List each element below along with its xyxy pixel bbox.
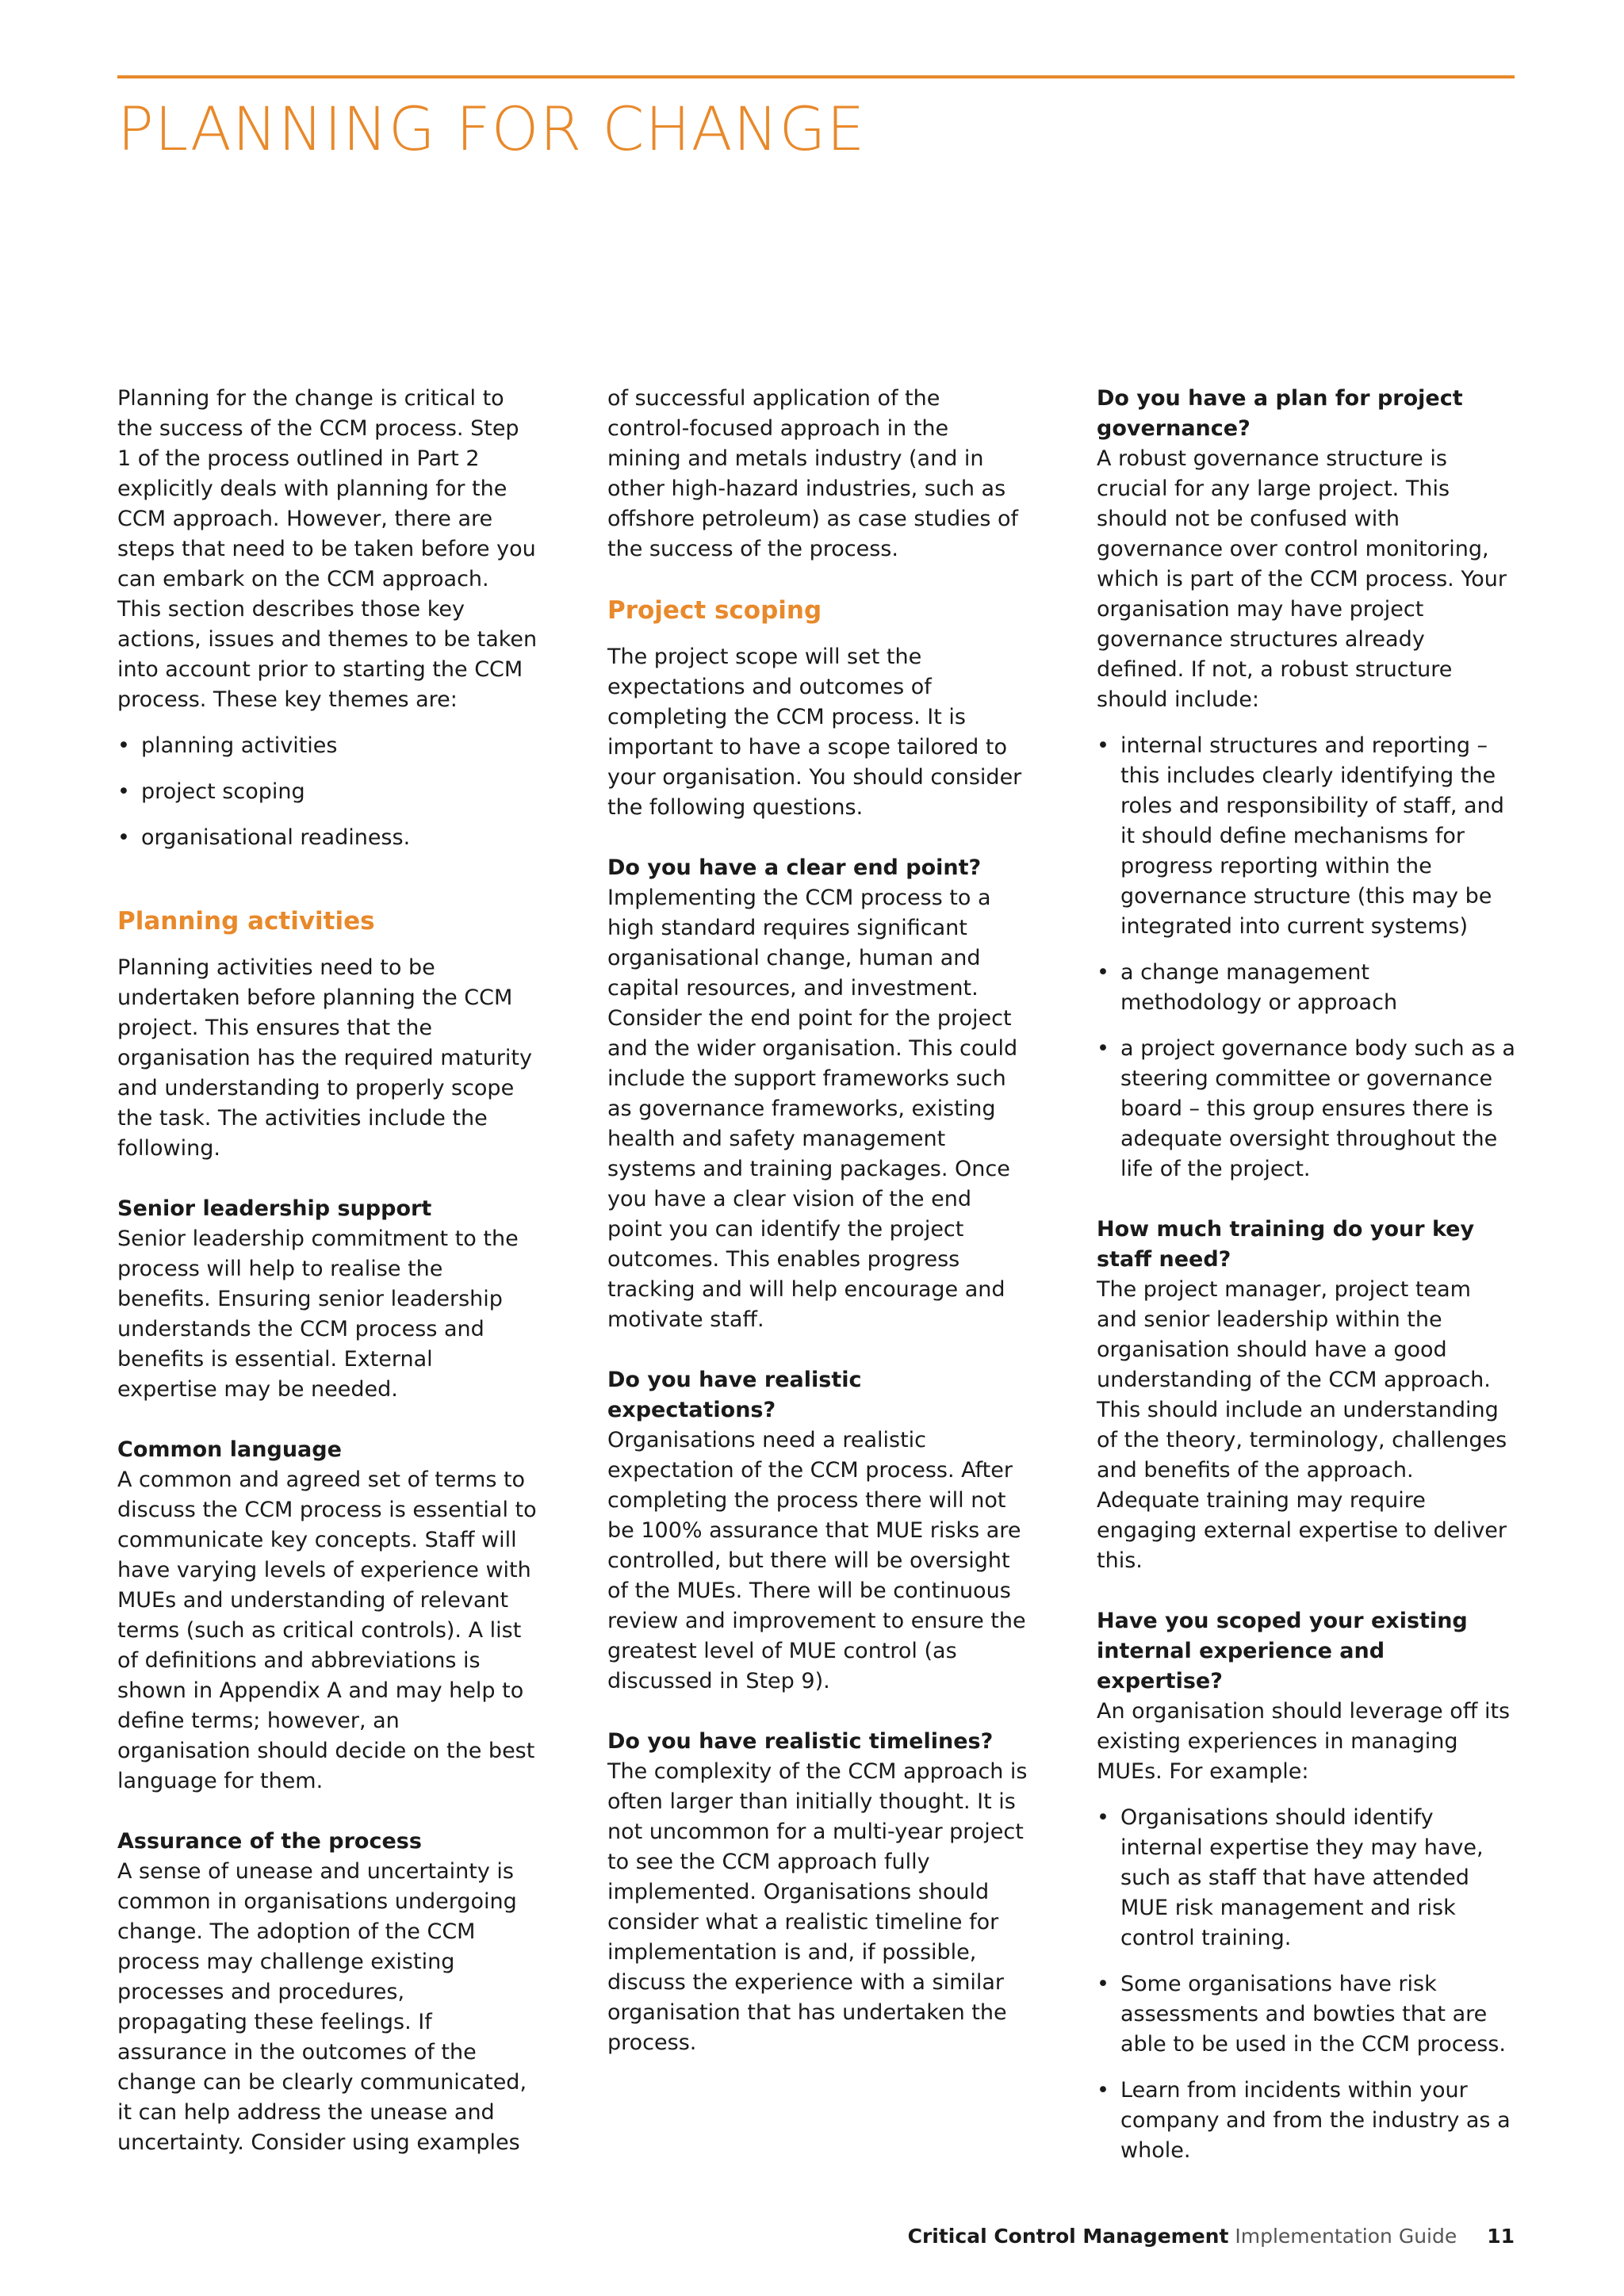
subheading-timelines: Do you have realistic timelines? bbox=[607, 1729, 994, 1754]
scoping-paragraph: The project scope will set the expectations and outcomes of completing the CCM process. It is important to have a scope tailored to your organisation. You should consider the following questions. bbox=[607, 645, 1022, 820]
end-point-paragraph: Implementing the CCM process to a high standard requires significant organisational change, human and capital resources, and investment. Consider the end point for the project and the wider organisation. This could include the support frameworks such as governance frameworks, existing health and safety management systems and training packages. Once you have a clear vision of the end point you can identify the project outcomes. This enables progress tracking and will help encourage and motivate staff. bbox=[607, 886, 1018, 1332]
column-3 bbox=[1097, 384, 1517, 2182]
page-footer bbox=[908, 2223, 1515, 2250]
subheading-experience: Have you scoped your existing internal experience and expertise? bbox=[1097, 1609, 1468, 1693]
subheading-common-language: Common language bbox=[117, 1437, 342, 1462]
list-item: • internal structures and reporting – this includes clearly identifying the roles and responsibility of staff, and it should define mechanisms for progress reporting within the governance structure (this may be integrated into current systems) bbox=[1097, 731, 1517, 942]
list-item: • Organisations should identify internal expertise they may have, such as staff that have attended MUE risk management and risk control training. bbox=[1097, 1803, 1517, 1954]
section-heading-planning: Planning activities bbox=[117, 907, 375, 936]
assurance-paragraph: A sense of unease and uncertainty is common in organisations undergoing change. The adoption of the CCM process may challenge existing processes and procedures, propagating these feelings. If assurance in the outcomes of the change can be clearly communicated, it can help address the unease and uncertainty. Consider using examples bbox=[117, 1859, 527, 2155]
subheading-senior-leadership: Senior leadership support bbox=[117, 1196, 432, 1221]
experience-list bbox=[1097, 1803, 1517, 2166]
subheading-end-point: Do you have a clear end point? bbox=[607, 855, 982, 880]
timelines-paragraph: The complexity of the CCM approach is often larger than initially thought. It is not uncommon for a multi-year project to see the CCM approach fully implemented. Organisations should consider what a realistic timeline for implementation is and, if possible, discuss the experience with a similar organisation that has undertaken the process. bbox=[607, 1759, 1028, 2055]
governance-list bbox=[1097, 731, 1517, 1184]
subheading-expectations: Do you have realistic expectations? bbox=[607, 1368, 862, 1422]
section-heading-scoping: Project scoping bbox=[607, 596, 822, 625]
expectations-paragraph: Organisations need a realistic expectation of the CCM process. After completing the process there will not be 100% assurance that MUE risks are controlled, but there will be oversight of the MUEs. There will be continuous review and improvement to ensure the greatest level of MUE control (as discussed in Step 9). bbox=[607, 1428, 1026, 1693]
subheading-training: How much training do your key staff need? bbox=[1097, 1217, 1475, 1272]
column-1 bbox=[117, 384, 538, 2174]
header-rule bbox=[117, 75, 1515, 78]
footer-subtitle: Implementation Guide bbox=[1235, 2225, 1457, 2248]
training-paragraph: The project manager, project team and senior leadership within the organisation should have a good understanding of the CCM approach. This should include an understanding of the theory, terminology, challenges and benefits of the approach. Adequate training may require engaging external expertise to deliver this. bbox=[1097, 1277, 1507, 1573]
list-item: • a project governance body such as a steering committee or governance board – this group ensures there is adequate oversight throughout the life of the project. bbox=[1097, 1034, 1517, 1184]
column-2 bbox=[607, 384, 1028, 2074]
subheading-assurance: Assurance of the process bbox=[117, 1829, 422, 1854]
footer-brand: Critical Control Management bbox=[907, 2225, 1229, 2248]
list-item: • organisational readiness. bbox=[117, 823, 538, 853]
subheading-governance: Do you have a plan for project governance? bbox=[1097, 386, 1463, 441]
list-item: • planning activities bbox=[117, 731, 538, 761]
governance-paragraph: A robust governance structure is crucial for any large project. This should not be confused with governance over control monitoring, which is part of the CCM process. Your organisation may have project governance structures already defined. If not, a robust structure should include: bbox=[1097, 446, 1507, 712]
list-item: • Some organisations have risk assessments and bowties that are able to be used in the CCM process. bbox=[1097, 1969, 1517, 2060]
themes-list bbox=[117, 731, 538, 853]
experience-paragraph: An organisation should leverage off its existing experiences in managing MUEs. For example: bbox=[1097, 1699, 1511, 1784]
intro-paragraph: Planning for the change is critical to the success of the CCM process. Step 1 of the process outlined in Part 2 explicitly deals with planning for the CCM approach. However, there are steps that need to be taken before you can embark on the CCM approach. This section describes those key actions, issues and themes to be taken into account prior to starting the CCM process. These key themes are: bbox=[117, 386, 538, 712]
list-item: • Learn from incidents within your company and from the industry as a whole. bbox=[1097, 2076, 1517, 2166]
common-language-paragraph: A common and agreed set of terms to discuss the CCM process is essential to communicate key concepts. Staff will have varying levels of experience with MUEs and understanding of relevant terms (such as critical controls). A list of definitions and abbreviations is shown in Appendix A and may help to define terms; however, an organisation should decide on the best language for them. bbox=[117, 1468, 537, 1793]
list-item: • project scoping bbox=[117, 777, 538, 807]
page-number: 11 bbox=[1487, 2225, 1515, 2248]
page-title: PLANNING FOR CHANGE bbox=[117, 94, 866, 164]
list-item: • a change management methodology or approach bbox=[1097, 958, 1517, 1018]
planning-paragraph: Planning activities need to be undertaken before planning the CCM project. This ensures that the organisation has the required maturity and understanding to properly scope the task. The activities include the following. bbox=[117, 955, 532, 1161]
senior-leadership-paragraph: Senior leadership commitment to the process will help to realise the benefits. Ensuring senior leadership understands the CCM process and benefits is essential. External expertise may be needed. bbox=[117, 1226, 519, 1402]
continued-paragraph: of successful application of the control-focused approach in the mining and metals industry (and in other high-hazard industries, such as offshore petroleum) as case studies of the success of the process. bbox=[607, 386, 1019, 561]
